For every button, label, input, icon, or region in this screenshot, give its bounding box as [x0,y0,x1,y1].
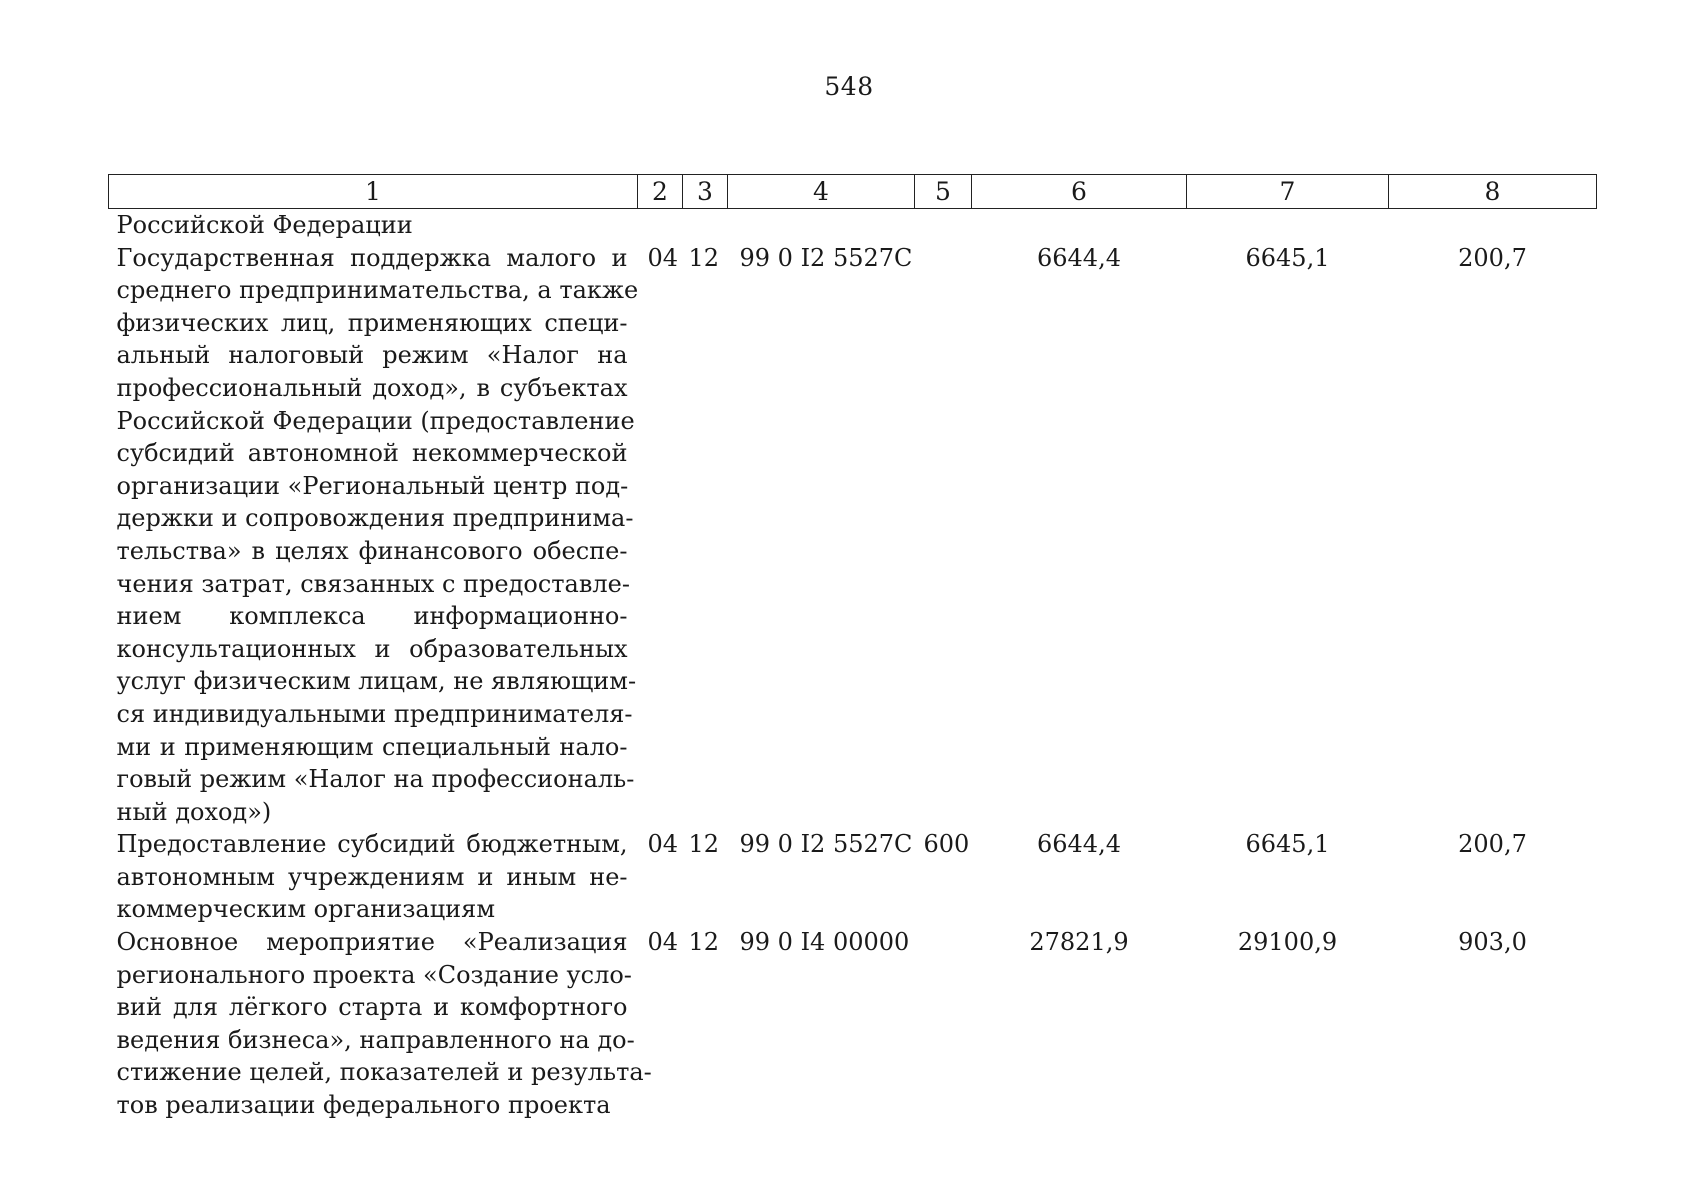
description-line: ведения бизнеса», направленного на до- [116,1025,635,1054]
description-line: чения затрат, связанных с предоставле- [116,569,630,598]
row-subsection-code: 12 [688,830,720,859]
description-line: стижение целей, показателей и результа- [116,1058,652,1087]
description-line: альный налоговый режим «Налог на [116,341,628,370]
header-row [109,175,1597,209]
header-col-6: 6 [972,175,1187,209]
description-line: тов реализации федерального проекта [116,1091,611,1120]
row-description [109,242,638,829]
row-amount-col8: 200,7 [1458,243,1527,272]
row-amount-col7: 6645,1 [1245,830,1330,859]
description-line: консультационных и образовательных [116,634,628,663]
description-line: организации «Региональный центр под- [116,471,629,500]
row-description [109,926,652,1122]
row-expense-type [915,209,972,242]
table-header [109,175,1597,209]
description-line: коммерческим организациям [116,895,495,924]
table-row [109,828,1597,926]
row-section-code: 04 [647,928,679,957]
description-line: Российской Федерации [116,211,413,239]
description-line: автономным учреждениям и иным не- [116,862,628,891]
header-col-1: 1 [109,175,638,209]
row-amount-col8: 903,0 [1458,928,1527,957]
description-line: ми и применяющим специальный нало- [116,732,628,761]
description-line: Государственная поддержка малого и [116,243,628,272]
row-subsection-code: 12 [688,243,720,272]
description-line: говый режим «Налог на профессиональ- [116,765,635,794]
description-line: среднего предпринимательства, а также [116,276,639,305]
description-line: Российской Федерации (предоставление [116,406,635,435]
row-target-article: 99 0 I4 00000 [739,928,910,957]
row-subsection-code [683,209,728,242]
row-amount-col6: 27821,9 [1029,928,1129,957]
header-col-3: 3 [683,175,728,209]
description-line: регионального проекта «Создание усло- [116,960,632,989]
header-col-7: 7 [1187,175,1389,209]
description-line: ся индивидуальными предпринимателя- [116,699,633,728]
table-row [109,209,1597,242]
row-subsection-code: 12 [688,928,720,957]
row-expense-type [915,926,972,1122]
header-col-5: 5 [915,175,972,209]
row-amount-col6: 6644,4 [1037,243,1121,272]
row-amount-col7 [1187,209,1389,242]
row-target-article: 99 0 I2 5527C [739,243,913,272]
row-amount-col6: 6644,4 [1037,830,1121,859]
description-line: физических лиц, применяющих специ- [116,308,628,337]
description-line: Предоставление субсидий бюджетным, [116,830,628,859]
table-row [109,242,1597,829]
row-description [109,828,638,926]
description-line: вий для лёгкого старта и комфортного [116,993,628,1022]
description-line: нием комплекса информационно- [116,602,628,631]
row-section-code [638,209,683,242]
row-amount-col7: 6645,1 [1245,243,1330,272]
table-body [109,209,1597,1122]
budget-table [108,174,1597,1122]
description-line: субсидий автономной некоммерческой [116,439,628,468]
header-col-4: 4 [728,175,915,209]
description-line: ный доход») [116,797,272,826]
description-line: держки и сопровождения предпринима- [116,504,634,533]
row-section-code: 04 [647,243,679,272]
description-line: профессиональный доход», в субъектах [116,373,628,402]
row-amount-col8 [1389,209,1597,242]
row-amount-col6 [972,209,1187,242]
header-col-2: 2 [638,175,683,209]
row-target-article: 99 0 I2 5527C [739,830,913,859]
description-line: услуг физическим лицам, не являющим- [116,667,637,696]
page-number: 548 [824,72,874,101]
table-row [109,926,1597,1122]
description-line: Основное мероприятие «Реализация [116,928,628,957]
row-amount-col8: 200,7 [1458,830,1527,859]
row-target-article [728,209,915,242]
row-expense-type: 600 [923,830,970,859]
row-description [109,209,638,242]
row-section-code: 04 [647,830,679,859]
header-col-8: 8 [1389,175,1597,209]
row-amount-col7: 29100,9 [1237,928,1338,957]
description-line: тельства» в целях финансового обеспе- [116,536,628,565]
row-expense-type [915,242,972,829]
